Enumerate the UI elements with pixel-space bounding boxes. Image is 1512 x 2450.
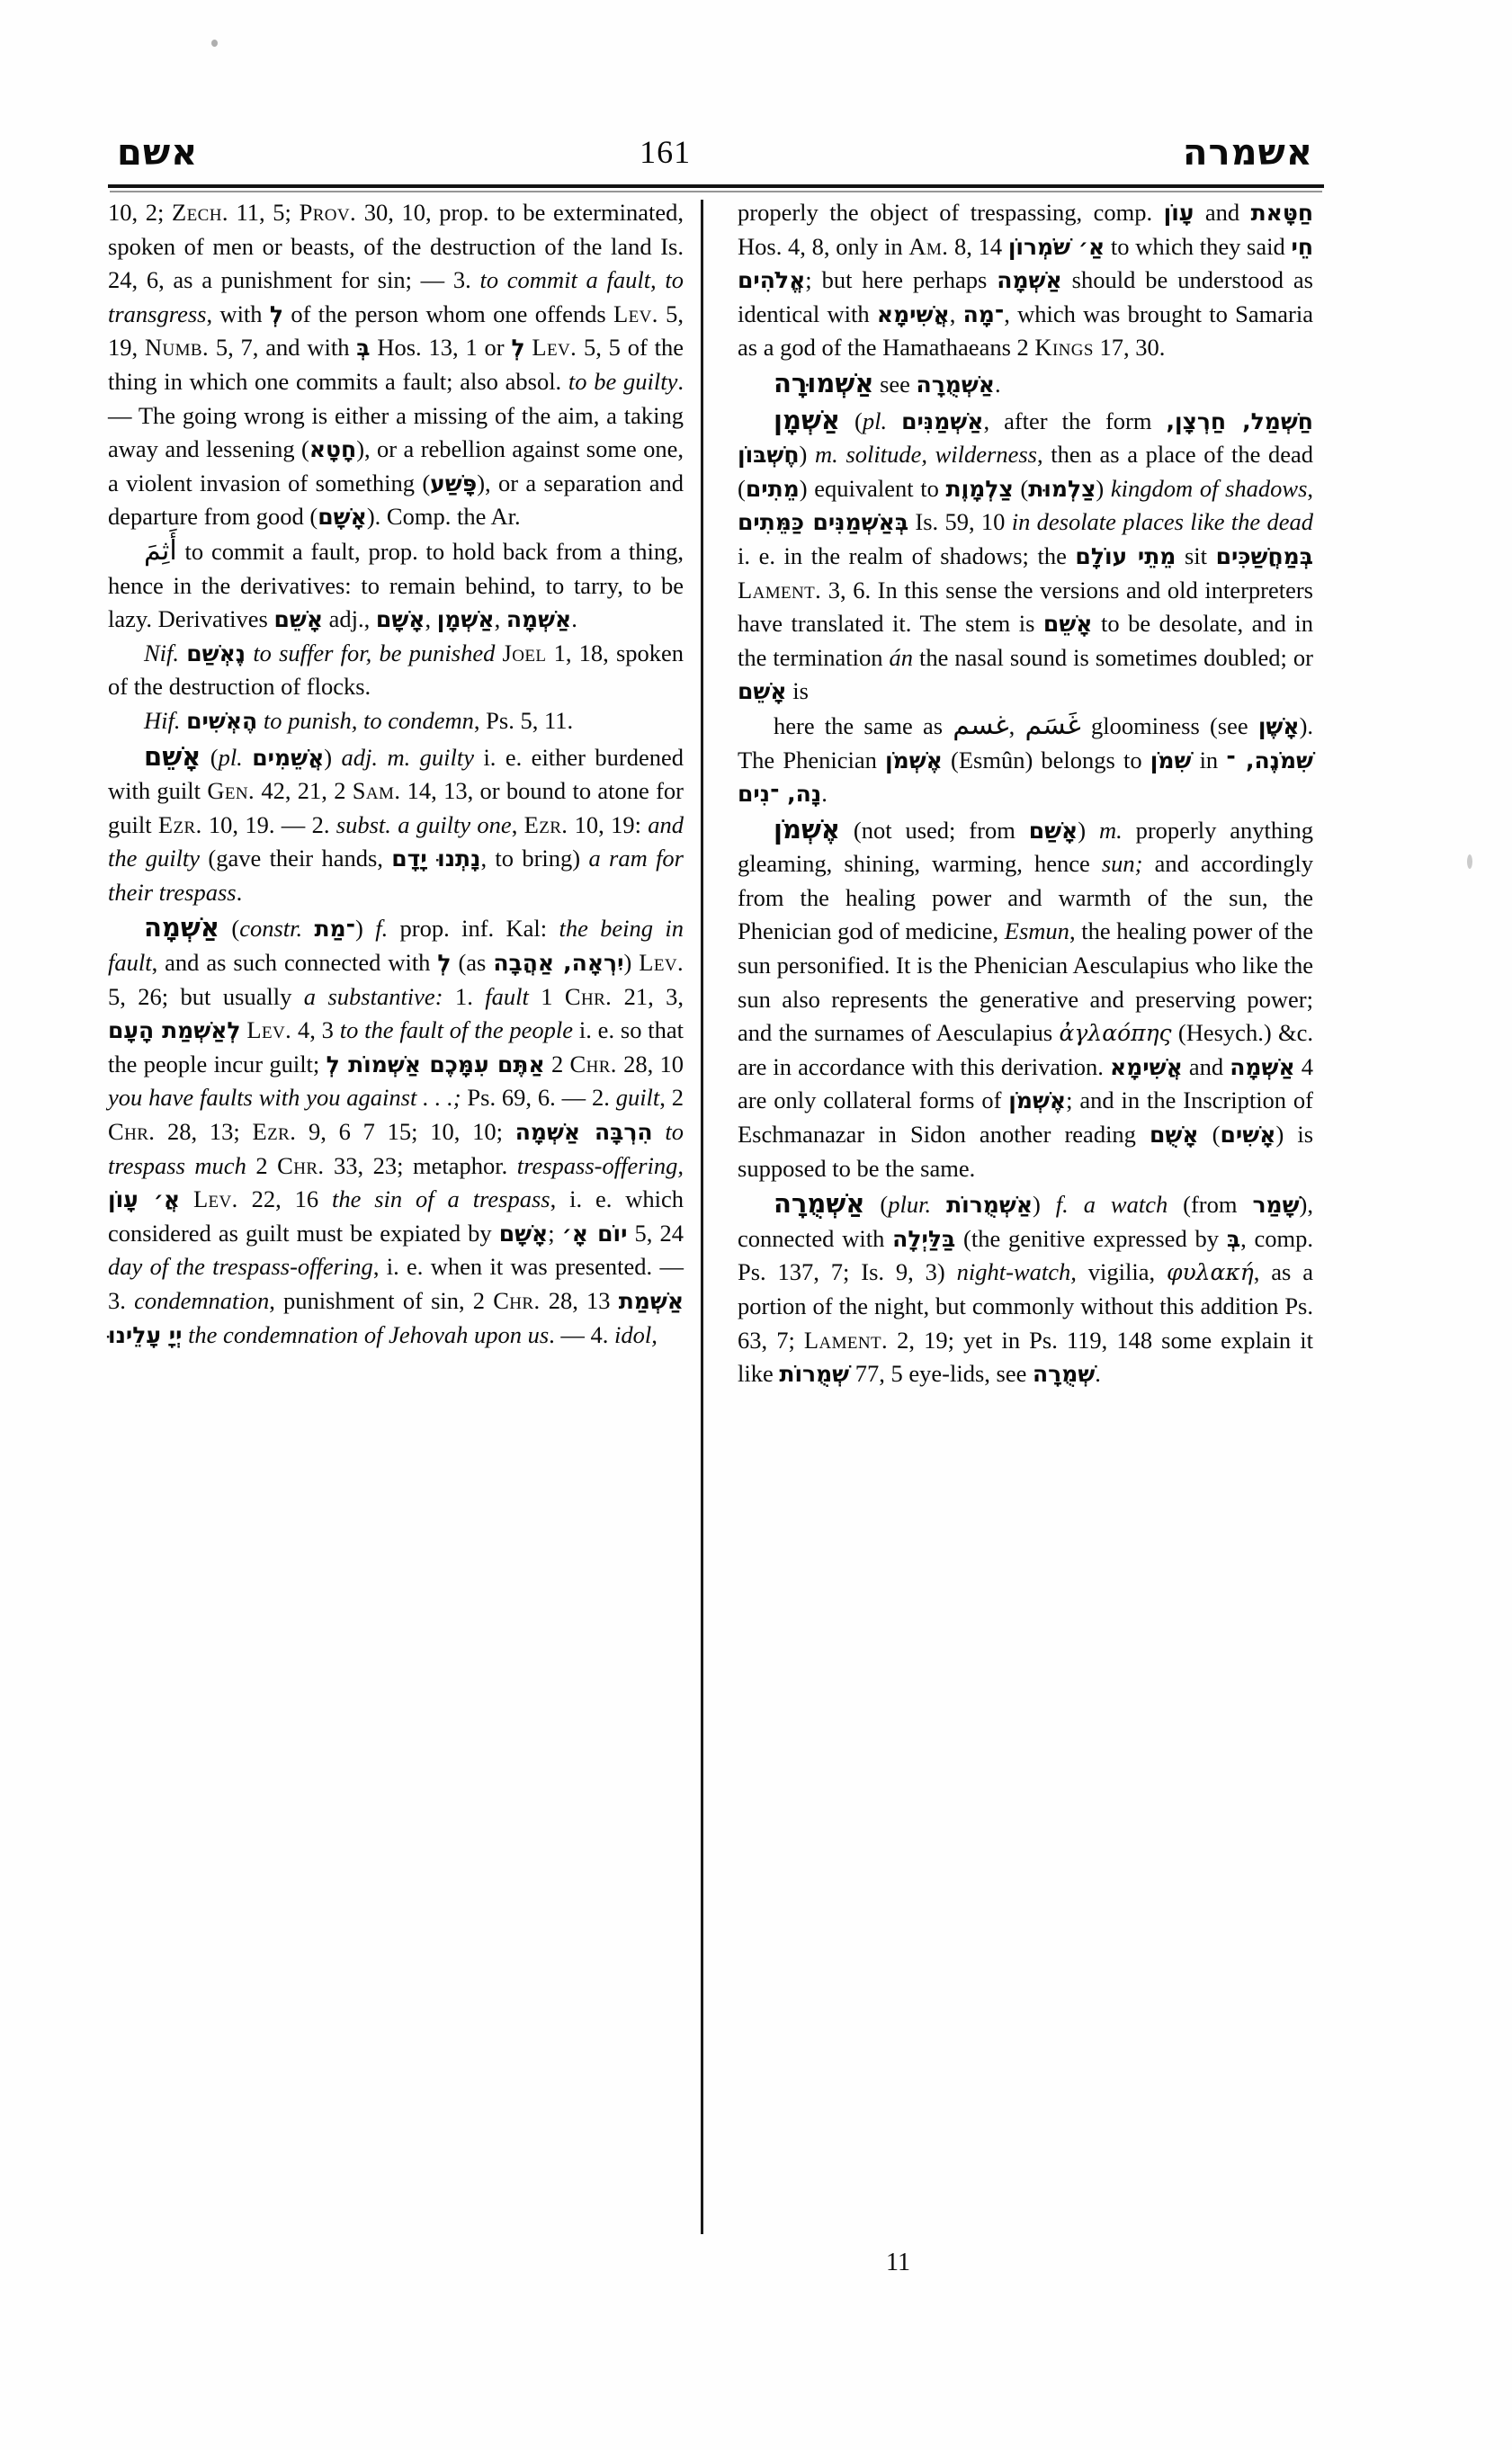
text-run: ( xyxy=(864,1191,889,1219)
reference-abbrev: Lev. xyxy=(613,300,658,327)
text-run: 4 are only collateral forms of xyxy=(738,1052,1314,1114)
hebrew-run: אַשְׁמוּרָה xyxy=(774,367,874,398)
text-run: 10, 19: xyxy=(568,810,649,838)
gloss-run: to be guilty xyxy=(568,367,678,395)
gloss-run: to the fault of the people xyxy=(339,1016,574,1044)
reference-abbrev: Chr. xyxy=(493,1287,541,1314)
text-run: ; but here perhaps xyxy=(805,266,998,294)
reference-abbrev: Lev. xyxy=(639,949,684,977)
hebrew-run: אַשְׁמֻרָה xyxy=(774,1188,865,1220)
text-run: 22, 16 xyxy=(237,1185,332,1213)
text-run: ). Comp. the Ar. xyxy=(366,503,521,531)
text-run: . xyxy=(236,878,243,906)
hebrew-run: אָשֵׁם xyxy=(1042,611,1093,638)
hebrew-run: יִרְאָה, אַהֲבָה xyxy=(493,950,624,977)
text-run: adj., xyxy=(323,605,376,633)
text-run: , xyxy=(511,810,524,838)
text-run: , xyxy=(425,605,437,633)
text-run: ) xyxy=(324,743,342,771)
gloss-run: day of the trespass-offering xyxy=(108,1253,373,1281)
hebrew-run: נֶאְשַׁם xyxy=(186,639,246,666)
text-run: 1 xyxy=(528,982,565,1010)
text-run: 2, 19; yet in Ps. 119, 148 some explain it like xyxy=(738,1326,1313,1388)
hebrew-run: לְ xyxy=(511,335,525,362)
hebrew-run: בְּאַשְׁמַנִּים כַּמֵּתִים xyxy=(738,509,909,536)
signature-mark: 11 xyxy=(886,2249,910,2276)
text-run: , then as a place of the dead ( xyxy=(738,441,1313,502)
gloss-run: to suffer for, be punished xyxy=(253,639,496,666)
text-run: , and as such connected with xyxy=(151,949,438,977)
gloss-run: to commit a fault, to transgress xyxy=(108,266,684,327)
text-run: . xyxy=(821,780,828,808)
para-asham-verb-cont xyxy=(108,196,684,534)
text-run: Hos. 4, 8, only in xyxy=(738,232,909,260)
text-run: , after the form xyxy=(983,407,1167,434)
hebrew-run: אַשְׁמָה xyxy=(1230,1053,1295,1080)
text-run: ) equivalent to xyxy=(799,474,946,502)
text-run: 28, 13; xyxy=(155,1118,253,1146)
text-run: , i. e. when it was presented. — 3. xyxy=(108,1253,684,1314)
reference-abbrev: Zech. xyxy=(172,199,228,226)
gloss-run: the sin of a trespass xyxy=(331,1185,550,1213)
gloss-run: to trespass much xyxy=(108,1118,684,1179)
reference-abbrev: Ezr. xyxy=(523,810,568,838)
reference-abbrev: Sam. xyxy=(352,777,401,805)
text-run: 5, 24 xyxy=(627,1219,684,1247)
hebrew-run: אָשֵׁם xyxy=(273,606,324,633)
gloss-run: a ram for their trespass xyxy=(108,845,684,906)
text-run: to which they said xyxy=(1105,232,1292,260)
para-niphal xyxy=(108,637,684,704)
text-run: 10, 19. — 2. xyxy=(201,810,336,838)
text-run: i. e. in the realm of shadows; the xyxy=(738,541,1076,569)
reference-abbrev: Chr. xyxy=(277,1151,325,1179)
text-run: 14, 13, or bound to atone for guilt xyxy=(108,777,684,838)
text-run xyxy=(302,915,314,942)
text-run: , the healing power of the sun personified. It is the Phenician Aesculapius who like the sun also represents the generative and preserving power; and the surnames of Aesculapius xyxy=(738,917,1314,1047)
gloss-run: the being in fault xyxy=(108,915,684,977)
gloss-run: pl. xyxy=(218,743,243,771)
text-run: i. e. so that the people incur guilt; xyxy=(108,1016,684,1077)
text-run: (Hesych.) &c. are in accordance with this derivation. xyxy=(738,1019,1313,1080)
text-run: , to bring) xyxy=(480,845,589,872)
hebrew-run: אָשָׁם xyxy=(375,606,425,633)
gloss-run: trespass-offering, xyxy=(516,1151,684,1179)
gloss-run: guilt xyxy=(615,1084,660,1112)
text-run: 10, 2; xyxy=(108,199,173,226)
text-run: vigilia, xyxy=(1076,1258,1167,1286)
hebrew-run: אֲשֵׁמִים xyxy=(252,744,325,771)
hebrew-run: שְׁמֻרָה xyxy=(1033,1361,1096,1388)
text-run: 5, 19, xyxy=(108,300,684,362)
hebrew-run: אַ׳ שֹׁמְרוֹן xyxy=(1007,233,1105,260)
text-run: ( xyxy=(201,743,219,771)
hebrew-run: בְּ xyxy=(1226,1225,1241,1252)
hebrew-run: אָשֵׁם xyxy=(738,678,787,705)
greek-run: ἀγλαόπης xyxy=(1059,1020,1172,1047)
gloss-run: and the guilty xyxy=(108,810,684,872)
text-run xyxy=(257,707,264,734)
text-run: 11, 5; xyxy=(228,199,300,226)
hebrew-run: לְאַשְׁמַת הָעָם xyxy=(108,1017,241,1044)
text-run: 4, 3 xyxy=(291,1016,340,1044)
hebrew-run: ־מָה xyxy=(962,300,1005,327)
text-run xyxy=(180,1185,193,1212)
hebrew-run: אַשְׁמָן xyxy=(774,404,841,435)
text-run: properly the object of trespassing, comp. xyxy=(738,199,1164,226)
text-run: ) is supposed to be the same. xyxy=(738,1121,1314,1182)
gloss-run: in desolate places like the dead xyxy=(1011,508,1313,536)
text-run: (the genitive expressed by xyxy=(955,1224,1227,1252)
entry-ashmurah-xref xyxy=(738,367,1313,402)
hebrew-run: אַתֶּם עִמָּכֶם אַשְׁמוֹת לְ xyxy=(326,1051,545,1077)
gloss-run: fault xyxy=(485,982,529,1010)
hebrew-run: שְׁמֻרוֹת xyxy=(779,1361,850,1388)
entry-ashman xyxy=(738,404,1313,709)
hebrew-run: ־מַת xyxy=(314,916,356,943)
hebrew-run: צַלְמָוֶת xyxy=(945,475,1014,502)
text-run: , i. e. which considered as guilt must be expiated by xyxy=(108,1185,684,1247)
gloss-run: án xyxy=(889,643,914,671)
text-run: , which was brought to Samaria as a god of the Hamathaeans 2 xyxy=(738,300,1313,362)
text-run: 2 xyxy=(246,1151,278,1179)
text-run: , xyxy=(494,605,506,633)
hebrew-run: אָשֶׁן xyxy=(1257,712,1300,739)
gloss-run: adj. m. guilty xyxy=(341,743,475,771)
text-run xyxy=(931,1191,946,1218)
entry-ashmah xyxy=(108,911,684,1352)
hebrew-run: שִׁמֹנֶה, ־נָה, ־נִים xyxy=(738,747,1313,808)
reference-abbrev: Numb. xyxy=(144,334,210,362)
text-run: 77, 5 eye-lids, see xyxy=(849,1360,1033,1388)
hebrew-run: חַטָּאת xyxy=(1250,200,1314,226)
hebrew-run: חֵי אֱלֹהִים xyxy=(738,233,1314,294)
reference-abbrev: Kings xyxy=(1034,334,1094,362)
reference-abbrev: Ezr. xyxy=(157,810,202,838)
text-run: i. e. either burdened with guilt xyxy=(108,743,684,805)
hebrew-run: אַשְׁמָן xyxy=(436,606,495,633)
text-run: and xyxy=(1194,199,1251,226)
gloss-run: the condemnation of Jehovah upon us xyxy=(188,1320,550,1348)
text-run: (Esmûn) belongs to xyxy=(942,746,1150,773)
hebrew-run: אַשְׁמֻרָה xyxy=(916,371,996,398)
text-run: 28, 10 xyxy=(616,1050,684,1077)
text-run: (as xyxy=(451,949,494,977)
scan-speckle xyxy=(211,40,218,47)
text-run: ). The Phenician xyxy=(738,711,1314,773)
text-run: , punishment of sin, 2 xyxy=(269,1287,494,1314)
text-run: should be understood as identical with xyxy=(738,266,1313,327)
greek-run: φυλακή xyxy=(1166,1259,1254,1286)
text-run: 5, 7, and with xyxy=(209,334,357,362)
text-run: Hos. 13, 1 or xyxy=(370,334,512,362)
two-column-body xyxy=(108,196,1328,2247)
text-run: (from xyxy=(1168,1191,1253,1219)
text-run: 3, 6. In this sense the versions and old interpreters have translated it. The stem is xyxy=(738,576,1313,638)
arabic-run: أَثِمَ xyxy=(144,534,177,567)
gloss-run: Esmun xyxy=(1004,917,1069,945)
header-rule xyxy=(108,184,1324,188)
hebrew-run: אֶשְׁמֹן xyxy=(1008,1087,1067,1114)
text-run: ) xyxy=(623,949,640,977)
text-run: to commit a fault, prop. to hold back from a thing, hence in the derivatives: to remain behind, to tarry, to be lazy. Derivatives xyxy=(108,537,684,633)
hebrew-run: אָשִׁים xyxy=(1220,1122,1276,1149)
hebrew-run: אַשְׁמָה xyxy=(997,267,1062,294)
text-run: ), connected with xyxy=(738,1191,1313,1252)
gloss-run: m. xyxy=(1098,816,1123,844)
text-run: ( xyxy=(219,915,240,943)
text-run: , with xyxy=(206,300,270,327)
hebrew-run: שִׁמֹן xyxy=(1150,747,1192,773)
text-run: (gave their hands, xyxy=(200,845,392,872)
hebrew-run: מֵתֵי עוֹלָם xyxy=(1075,542,1176,569)
text-run: 5, 5 of the thing in which one commits a fault; also absol. xyxy=(108,334,684,395)
text-run: . xyxy=(1095,1360,1101,1388)
hebrew-run: בַּלַּיְלָה xyxy=(892,1225,956,1252)
text-run: gloominess (see xyxy=(1080,711,1258,739)
text-run: ; xyxy=(548,1219,562,1247)
text-run xyxy=(887,407,901,434)
text-run: Ps. 69, 6. — 2. xyxy=(461,1084,616,1112)
text-run: ) xyxy=(1096,474,1111,502)
hebrew-run: אָשָׁם xyxy=(318,504,367,531)
text-run xyxy=(495,639,502,666)
text-run: , comp. Ps. 137, 7; Is. 9, 3) xyxy=(738,1224,1313,1286)
reference-abbrev: Ezr. xyxy=(252,1118,297,1146)
reference-abbrev: Chr. xyxy=(564,982,613,1010)
reference-abbrev: Lev. xyxy=(532,334,577,362)
gloss-run: Hif. xyxy=(144,706,181,734)
text-run: (not used; from xyxy=(840,816,1029,844)
gloss-run: to punish, to condemn xyxy=(263,706,474,734)
gloss-run: pl. xyxy=(862,407,888,434)
entry-ashmurah xyxy=(738,1187,1313,1391)
hebrew-run: לְ xyxy=(269,300,284,327)
hebrew-run: אַשְׁמֻרוֹת xyxy=(946,1192,1033,1219)
text-run: ( xyxy=(1013,474,1029,502)
hebrew-run: אָשַׁם xyxy=(1028,817,1078,844)
hebrew-run: אַשְׁמָה xyxy=(505,606,572,633)
hebrew-run: אֲשִׁימָא xyxy=(1110,1053,1183,1080)
reference-abbrev: Chr. xyxy=(569,1050,617,1077)
para-hiphil xyxy=(108,704,684,738)
text-run: ( xyxy=(840,407,863,434)
gloss-run: kingdom of shadows xyxy=(1110,474,1308,502)
gloss-run: plur. xyxy=(888,1191,932,1219)
hebrew-run: פָּשַׁע xyxy=(430,469,478,496)
text-run: ) xyxy=(1033,1191,1056,1219)
text-run xyxy=(243,744,252,771)
reference-abbrev: Lament. xyxy=(738,576,822,604)
hebrew-run: אֲ׳ עָוֹן xyxy=(108,1186,181,1213)
arabic-run: غسم xyxy=(953,709,1009,741)
text-run: , Ps. 5, 11. xyxy=(473,706,574,734)
text-run: prop. inf. Kal: xyxy=(388,915,559,943)
gloss-run: idol, xyxy=(614,1320,658,1348)
gloss-run: sun; xyxy=(1101,850,1143,878)
text-run: sit xyxy=(1176,541,1216,569)
reference-abbrev: Chr. xyxy=(108,1118,156,1146)
text-run: ) xyxy=(1078,816,1099,844)
text-run: here the same as xyxy=(774,711,953,739)
text-run: in xyxy=(1191,746,1227,773)
text-run: ( xyxy=(1198,1121,1221,1149)
hebrew-run: לְ xyxy=(437,950,452,977)
running-head-left-hebrew: אשם xyxy=(117,132,199,174)
text-run: 2 xyxy=(544,1050,570,1077)
hebrew-run: שָׁמַר xyxy=(1252,1192,1300,1219)
hebrew-run: אָשֻׁם xyxy=(1150,1122,1199,1149)
text-run: ) xyxy=(799,441,816,469)
text-run: 1, 18, spoken of the destruction of flocks. xyxy=(108,639,684,701)
text-run: , xyxy=(1307,474,1314,502)
text-run: 21, 3, xyxy=(612,982,684,1010)
text-run: ), or a separation and departure from good ( xyxy=(108,469,684,531)
text-run: 42, 21, 2 xyxy=(255,777,353,805)
entry-eshmon xyxy=(738,813,1313,1186)
text-run: . — The going wrong is either a missing of the aim, a taking away and lessening ( xyxy=(108,367,684,463)
hebrew-run: הֶאְשִׁים xyxy=(186,707,258,734)
text-run: Is. 59, 10 xyxy=(908,508,1012,536)
running-head-right-hebrew: אשמרה xyxy=(1183,132,1313,174)
hebrew-run: יוֹם אָ׳ xyxy=(561,1220,628,1247)
reference-abbrev: Lev. xyxy=(246,1016,292,1044)
text-run xyxy=(653,1118,666,1145)
hebrew-run: עָוֹן xyxy=(1163,200,1194,226)
text-run: and xyxy=(1182,1052,1230,1080)
right-column xyxy=(703,196,1313,2247)
hebrew-run: אַשְׁמַת יְיָ עָלֵינוּ xyxy=(108,1288,684,1348)
gloss-run: Nif. xyxy=(144,639,180,666)
hebrew-run: בְּמַחֲשַׁכִּים xyxy=(1215,542,1313,569)
hebrew-run: נָתְנוּ יָדָם xyxy=(391,845,481,872)
text-run: 17, 30. xyxy=(1093,334,1166,362)
text-run: to be desolate, and in the termination xyxy=(738,610,1313,671)
text-run: 33, 23; metaphor. xyxy=(324,1151,517,1179)
text-run: , 2 xyxy=(659,1084,684,1112)
hebrew-run: אַשְׁמַנִּים xyxy=(901,407,984,434)
text-run: properly anything gleaming, shining, warming, hence xyxy=(738,816,1313,878)
gloss-run: subst. a guilty one xyxy=(336,810,512,838)
hebrew-run: אֲשִׁימָא xyxy=(876,300,950,327)
gloss-run: a substantive: xyxy=(303,982,443,1010)
hebrew-run: אַשְׁמָה xyxy=(144,912,220,943)
text-run: 9, 6 7 15; 10, 10; xyxy=(296,1118,515,1146)
reference-abbrev: Lev. xyxy=(192,1185,238,1213)
left-column xyxy=(108,196,701,2247)
reference-abbrev: Prov. xyxy=(299,199,357,226)
reference-abbrev: Lament. xyxy=(803,1326,889,1354)
text-run: is xyxy=(786,677,809,705)
hebrew-run: אֶשְׁמֹן xyxy=(774,813,841,845)
hebrew-run: מֵתִים xyxy=(745,475,800,502)
text-run: ) xyxy=(355,915,376,943)
text-run: , as a portion of the night, but commonly without this addition Ps. 63, 7; xyxy=(738,1258,1313,1354)
hebrew-run: אָשָׁם xyxy=(498,1220,549,1247)
page-number: 161 xyxy=(640,134,692,170)
hebrew-run: הִרְבָּה אַשְׁמָה xyxy=(514,1119,653,1146)
reference-abbrev: Gen. xyxy=(207,777,255,805)
gloss-run: m. solitude, wilderness xyxy=(815,441,1037,469)
gloss-run: constr. xyxy=(239,915,303,943)
arabic-run: غَسَم xyxy=(1024,709,1081,741)
text-run: , xyxy=(1008,711,1025,739)
hebrew-run: צַלְמוּת xyxy=(1028,475,1096,502)
text-run: 8, 14 xyxy=(948,232,1008,260)
gloss-run: f. a watch xyxy=(1055,1191,1168,1219)
hebrew-run: חַשְׁמַל, חַרְצָן, חֶשְׁבּוֹן xyxy=(738,407,1313,469)
text-run: of the person whom one offends xyxy=(283,300,614,327)
text-run: . xyxy=(571,605,577,633)
text-run: 28, 13 xyxy=(540,1287,619,1314)
text-run: . — 4. xyxy=(549,1320,615,1348)
text-run: , xyxy=(949,300,963,327)
text-run: see xyxy=(873,370,917,398)
reference-abbrev: Joel xyxy=(502,639,547,666)
gloss-run: condemnation xyxy=(134,1287,270,1314)
running-head xyxy=(117,108,1313,174)
text-run: 5, 26; but usually xyxy=(108,982,304,1010)
hebrew-run: אָשֵׁם xyxy=(144,740,201,772)
gloss-run: f. xyxy=(375,915,389,943)
para-arabic-ghasam xyxy=(738,709,1313,811)
gloss-run: night-watch, xyxy=(956,1258,1077,1286)
scan-speckle xyxy=(1467,854,1472,869)
para-asham-object-cont xyxy=(738,196,1313,365)
text-run: . xyxy=(995,370,1001,398)
text-run xyxy=(179,639,186,666)
text-run: 30, 10, prop. to be exterminated, spoken of men or beasts, of the destruction of the land Is. 24, 6, as a punishment for sin; — 3. xyxy=(108,199,684,294)
text-run: and accordingly from the healing power and warmth of the sun, the Phenician god of medicine, xyxy=(738,850,1313,945)
text-run: ), or a rebellion against some one, a violent invasion of something ( xyxy=(108,435,684,496)
gloss-run: you have faults with you against . . .; xyxy=(108,1084,461,1112)
hebrew-run: חָטָא xyxy=(309,436,357,463)
text-run: 1. xyxy=(443,982,486,1010)
text-run: ; and in the Inscription of Eschmanazar in Sidon another reading xyxy=(738,1086,1313,1149)
hebrew-run: בְּ xyxy=(356,335,371,362)
entry-asham-adj xyxy=(108,740,684,910)
para-arabic-athima xyxy=(108,534,684,637)
signature-mark-row xyxy=(0,2249,1512,2277)
text-run: the nasal sound is sometimes doubled; or xyxy=(913,643,1313,671)
hebrew-run: אֶשְׁמֹן xyxy=(885,747,943,773)
reference-abbrev: Am. xyxy=(908,232,949,260)
